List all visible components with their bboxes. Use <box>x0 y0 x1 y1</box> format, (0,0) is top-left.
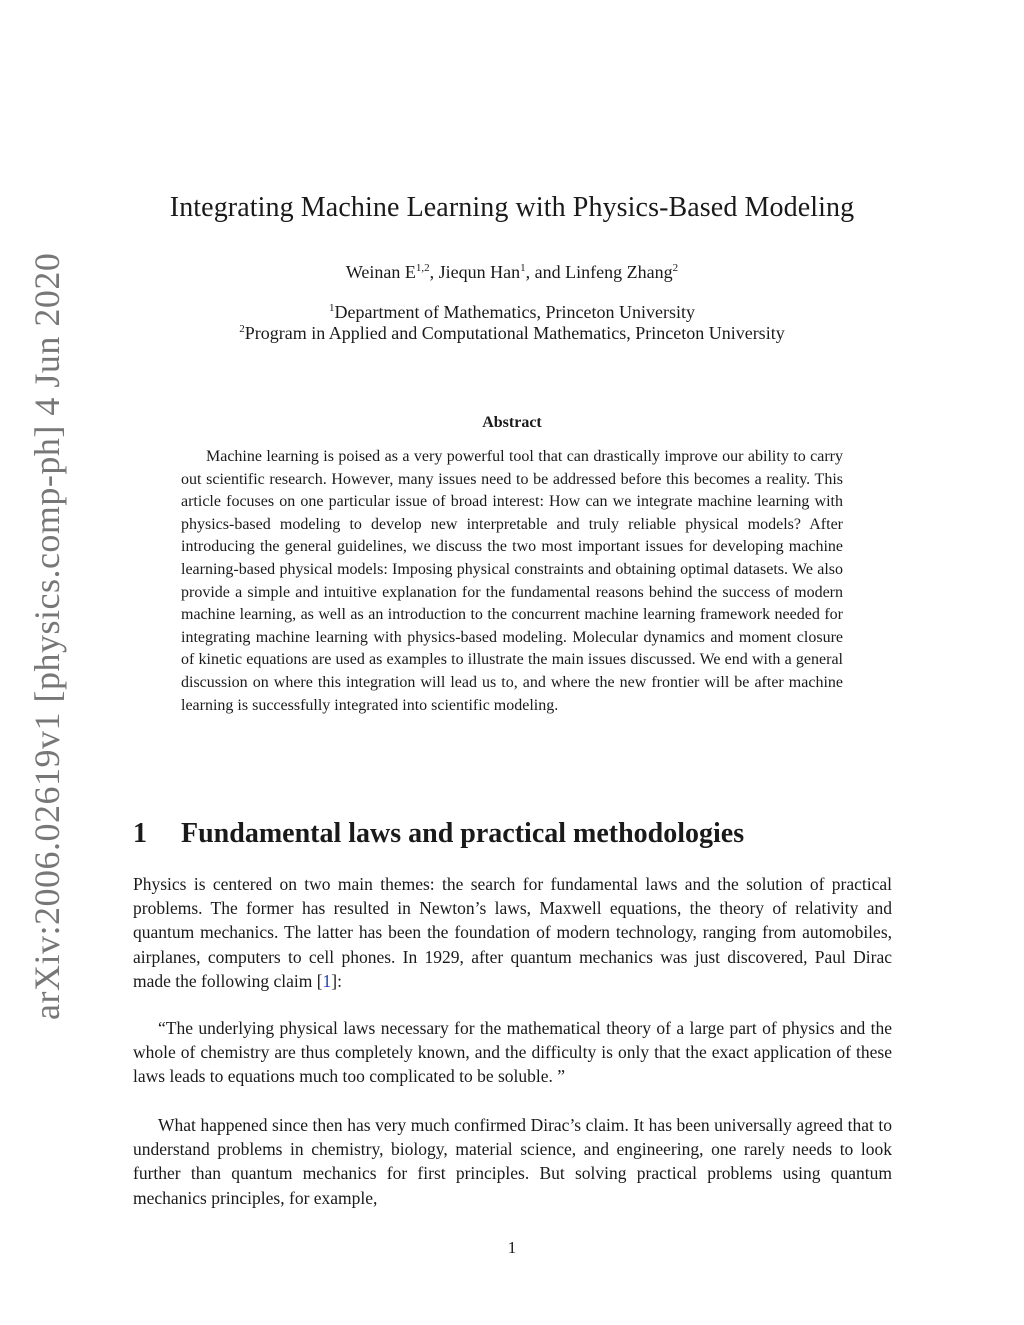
body-paragraph-quote: “The underlying physical laws necessary for the mathematical theory of a large part of physics and the whole of chemistry are thus completely known, and the difficulty is only that the exact application of these laws leads to equations much too complicated to be soluble. ” <box>133 1018 892 1087</box>
section-title: Fundamental laws and practical methodologies <box>181 818 745 849</box>
author-affiliation-mark: 1 <box>520 262 526 274</box>
affiliation-mark: 1 <box>329 302 335 314</box>
page-number: 1 <box>507 1238 517 1257</box>
affiliation-2 <box>0 323 1024 344</box>
citation-link[interactable]: 1 <box>322 970 332 991</box>
author-affiliation-mark: 2 <box>672 262 679 274</box>
paper-title: Integrating Machine Learning with Physics-Based Modeling <box>169 192 855 223</box>
body-paragraph-1 <box>133 872 892 993</box>
author-name: Jiequn Han <box>438 262 521 282</box>
paragraph-text: : <box>337 970 342 991</box>
citation-bracket: [ <box>316 970 323 991</box>
author-name: Linfeng Zhang <box>565 262 673 282</box>
author-list <box>0 262 1024 283</box>
affiliation-1 <box>0 302 1024 323</box>
affiliation-mark: 2 <box>239 323 245 335</box>
body-paragraph-3: What happened since then has very much confirmed Dirac’s claim. It has been universally agreed that to understand problems in chemistry, biology, material science, and engineering, one rarely needs to look further than quantum mechanics for first principles. But solving practical problems using quantum mechanics principles, for example, <box>133 1115 892 1208</box>
abstract-body: Machine learning is poised as a very powerful tool that can drastically improve our ability to carry out scientific research. However, many issues need to be addressed before this becomes a reality. This article focuses on one particular issue of broad interest: How can we integrate machine learning with physics-based modeling to develop new interpretable and truly reliable physical models? After introducing the general guidelines, we discuss the two most important issues for developing machine learning-based physical models: Imposing physical constraints and obtaining optimal datasets. We also provide a simple and intuitive explanation for the fundamental reasons behind the success of modern machine learning, as well as an introduction to the concurrent machine learning framework needed for integrating machine learning with physics-based modeling. Molecular dynamics and moment closure of kinetic equations are used as examples to illustrate the main issues discussed. We end with a general discussion on where this integration will lead us to, and where the new frontier will be after machine learning is successfully integrated into scientific modeling. <box>181 448 843 714</box>
paragraph-text: Physics is centered on two main themes: the search for fundamental laws and the solution of practical problems. The former has resulted in Newton’s laws, Maxwell equations, the theory of relativity and quantum mechanics. The latter has been the foundation of modern technology, ranging from automobiles, airplanes, computers to cell phones. In 1929, after quantum mechanics was just discovered, Paul Dirac made the following claim <box>133 874 892 991</box>
section-heading <box>133 818 893 850</box>
author-name: Weinan E <box>345 262 416 282</box>
arxiv-side-stamp <box>20 252 67 1030</box>
author-affiliation-mark: 1,2 <box>415 262 430 274</box>
arxiv-identifier[interactable]: arXiv:2006.02619v1 [physics.comp-ph] 4 Jun 2020 <box>27 252 67 1020</box>
section-number: 1 <box>133 818 147 849</box>
abstract-heading: Abstract <box>482 414 542 431</box>
author-separator: , <box>429 262 439 282</box>
affiliation-text: Program in Applied and Computational Mathematics, Princeton University <box>244 323 785 343</box>
citation-bracket: ] <box>331 970 338 991</box>
affiliation-text: Department of Mathematics, Princeton University <box>334 302 695 322</box>
author-separator: , and <box>525 262 566 282</box>
